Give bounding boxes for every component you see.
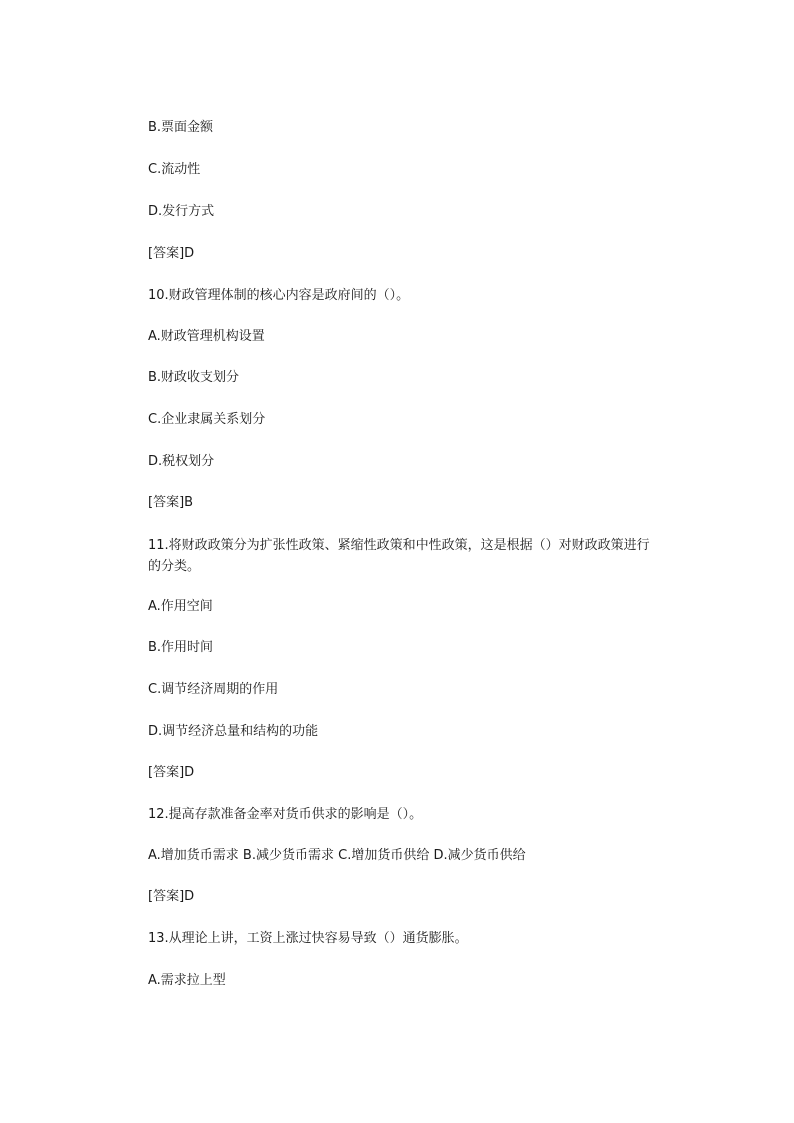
- option-d-q9: D.发行方式: [148, 204, 215, 219]
- option-c-q11: C.调节经济周期的作用: [148, 682, 279, 697]
- option-c-q10: C.企业隶属关系划分: [148, 412, 266, 427]
- option-d-q10: D.税权划分: [148, 454, 215, 469]
- question-13: 13.从理论上讲，工资上涨过快容易导致（）通货膨胀。: [148, 931, 468, 946]
- question-12: 12.提高存款准备金率对货币供求的影响是（）。: [148, 807, 423, 822]
- option-b-q10: B.财政收支划分: [148, 370, 240, 385]
- option-a-q13: A.需求拉上型: [148, 973, 226, 988]
- answer-q12: [答案]D: [148, 889, 195, 904]
- option-b-q11: B.作用时间: [148, 640, 214, 655]
- question-10: 10.财政管理体制的核心内容是政府间的（）。: [148, 288, 410, 303]
- answer-q11: [答案]D: [148, 765, 195, 780]
- option-a-q11: A.作用空间: [148, 599, 213, 614]
- answer-q9: [答案]D: [148, 246, 195, 261]
- options-q12: A.增加货币需求 B.减少货币需求 C.增加货币供给 D.减少货币供给: [148, 848, 526, 863]
- option-a-q10: A.财政管理机构设置: [148, 329, 265, 344]
- option-c-q9: C.流动性: [148, 162, 201, 177]
- answer-q10: [答案]B: [148, 495, 194, 510]
- option-d-q11: D.调节经济总量和结构的功能: [148, 724, 319, 739]
- option-b-q9: B.票面金额: [148, 120, 214, 135]
- question-11: 11.将财政政策分为扩张性政策、紧缩性政策和中性政策，这是根据（）对财政政策进行的分类。: [148, 538, 650, 574]
